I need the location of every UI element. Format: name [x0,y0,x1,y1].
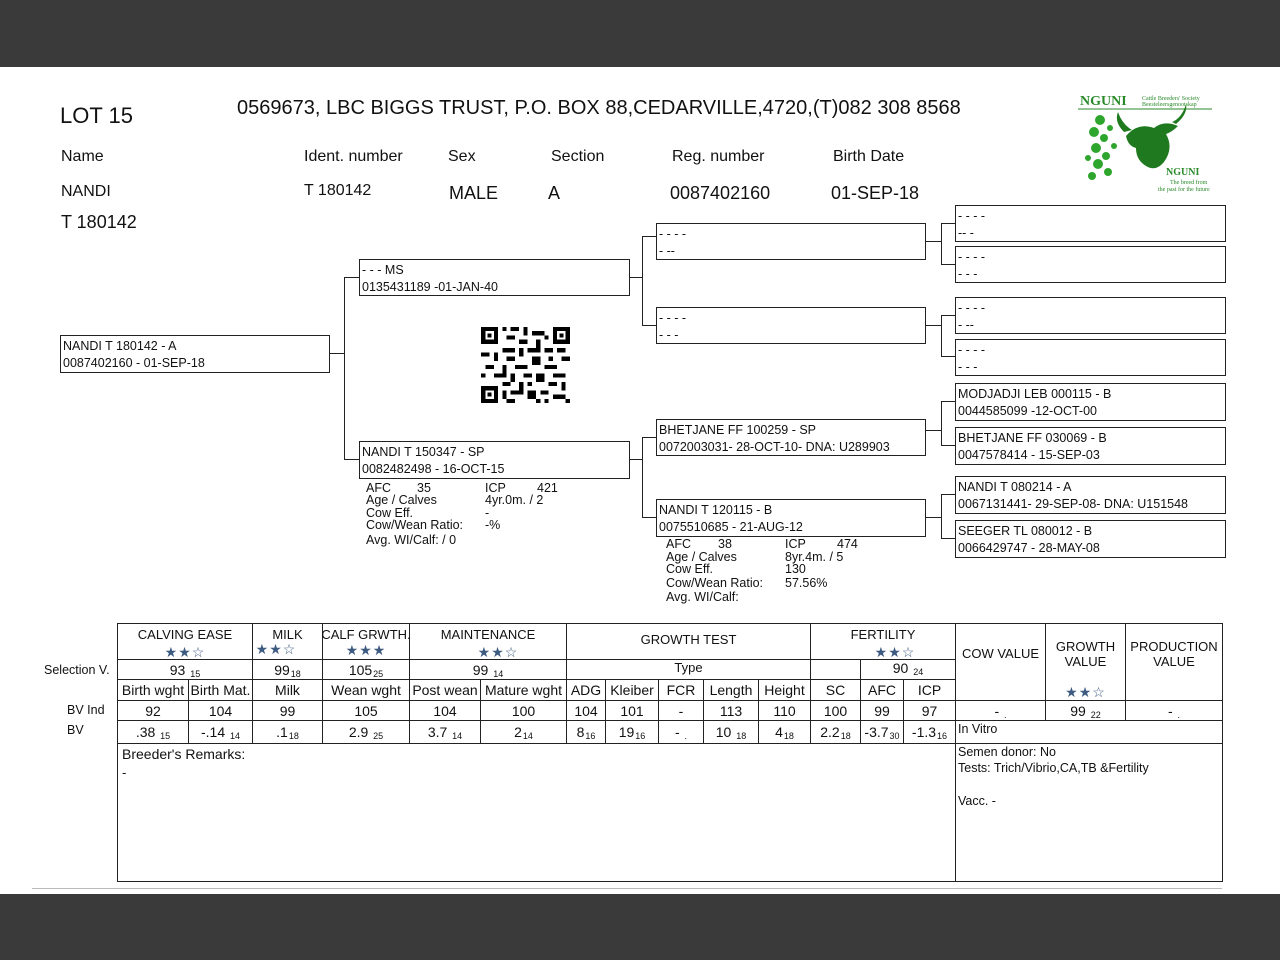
pedigree-gg2: - - - - - - - [955,246,1226,283]
pedigree-self: NANDI T 180142 - A 0087402160 - 01-SEP-18 [60,335,330,373]
hdr-maintenance: MAINTENANCE [440,627,536,642]
pedigree-dam: NANDI T 150347 - SP 0082482498 - 16-OCT-15 [359,441,630,479]
hdr-calving-ease: CALVING EASE [137,627,233,642]
label-selection: Selection V. [44,663,110,677]
pedigree-gg8: SEEGER TL 080012 - B 0066429747 - 28-MAY-08 [955,520,1226,558]
svg-text:The breed from: The breed from [1170,180,1208,186]
nguni-logo [1078,92,1212,196]
qr-code [481,327,570,408]
lot-number: LOT 15 [60,103,133,128]
hdr-growth-test: GROWTH TEST [640,632,737,647]
remarks-text: - [122,765,127,780]
pedigree-sire-dam: - - - - - - - [656,307,926,344]
pedigree-gg6: BHETJANE FF 030069 - B 0047578414 - 15-SEP-03 [955,427,1226,465]
remarks-label: Breeder's Remarks: [122,746,246,762]
label-reg: Reg. number [672,148,765,165]
label-sex: Sex [448,148,476,165]
pedigree-sire-sire: - - - - - -- [656,223,926,260]
animal-name: NANDI [61,183,111,200]
svg-text:Cattle Breeders' Society: Cattle Breeders' Society [1142,96,1200,102]
hdr-production-value-1: PRODUCTION [1130,639,1218,654]
fert-stars-icon: ★★☆ [874,644,916,660]
pedigree-gg1: - - - - -- - [955,205,1226,242]
label-bv-ind: BV Ind [67,703,105,717]
svg-text:NGUNI: NGUNI [1166,167,1200,178]
top-dark-bar [0,0,1280,67]
semen-donor: Semen donor: No [958,745,1056,759]
animal-tattoo: T 180142 [61,212,137,232]
calving-stars-icon: ★★☆ [164,644,206,660]
hdr-growth-value-2: VALUE [1064,654,1107,669]
svg-text:the past for the future: the past for the future [1158,187,1210,193]
pedigree-dam-dam: NANDI T 120115 - B 0075510685 - 21-AUG-12 [656,499,926,537]
hdr-fertility: FERTILITY [850,627,916,642]
pedigree-gg4: - - - - - - - [955,339,1226,376]
bottom-dark-bar [0,894,1280,960]
pedigree-gg3: - - - - - -- [955,297,1226,334]
hdr-type: Type [674,660,703,675]
growth-value-stars-icon: ★★☆ [1065,684,1106,700]
hdr-production-value-2: VALUE [1153,654,1195,669]
animal-ident: T 180142 [304,182,372,199]
milk-stars-icon: ★★☆ [255,641,297,657]
animal-birth: 01-SEP-18 [831,183,920,203]
label-ident: Ident. number [304,148,403,165]
label-section: Section [551,148,605,165]
hdr-calf-growth: CALF GRWTH. [321,627,411,642]
tests: Tests: Trich/Vibrio,CA,TB &Fertility [958,761,1149,775]
svg-text:Beesteleersgenootskap: Beesteleersgenootskap [1142,102,1197,108]
pedigree-gg7: NANDI T 080214 - A 0067131441- 29-SEP-08- DNA: U151548 [955,476,1226,514]
calf-stars-icon: ★★★ [345,642,387,658]
label-name: Name [61,148,104,165]
pedigree-gg5: MODJADJI LEB 000115 - B 0044585099 -12-OCT-00 [955,383,1226,421]
animal-reg: 0087402160 [670,183,771,203]
in-vitro-label: In Vitro [958,722,998,736]
hdr-growth-value-1: GROWTH [1055,639,1116,654]
logo-brand: NGUNI [1080,94,1127,109]
animal-sex: MALE [449,183,499,203]
owner-details: 0569673, LBC BIGGS TRUST, P.O. BOX 88,CEDARVILLE,4720,(T)082 308 8568 [237,97,961,119]
vaccinations: Vacc. - [958,794,996,808]
hdr-milk: MILK [272,627,303,642]
pedigree-sire: - - - MS 0135431189 -01-JAN-40 [359,259,630,296]
pedigree-dam-sire: BHETJANE FF 100259 - SP 0072003031- 28-OCT-10- DNA: U289903 [656,419,926,456]
animal-section: A [548,183,561,203]
hdr-cow-value: COW VALUE [961,646,1040,661]
label-bv: BV [67,723,84,737]
maint-stars-icon: ★★☆ [477,644,519,660]
label-birth: Birth Date [833,148,905,165]
